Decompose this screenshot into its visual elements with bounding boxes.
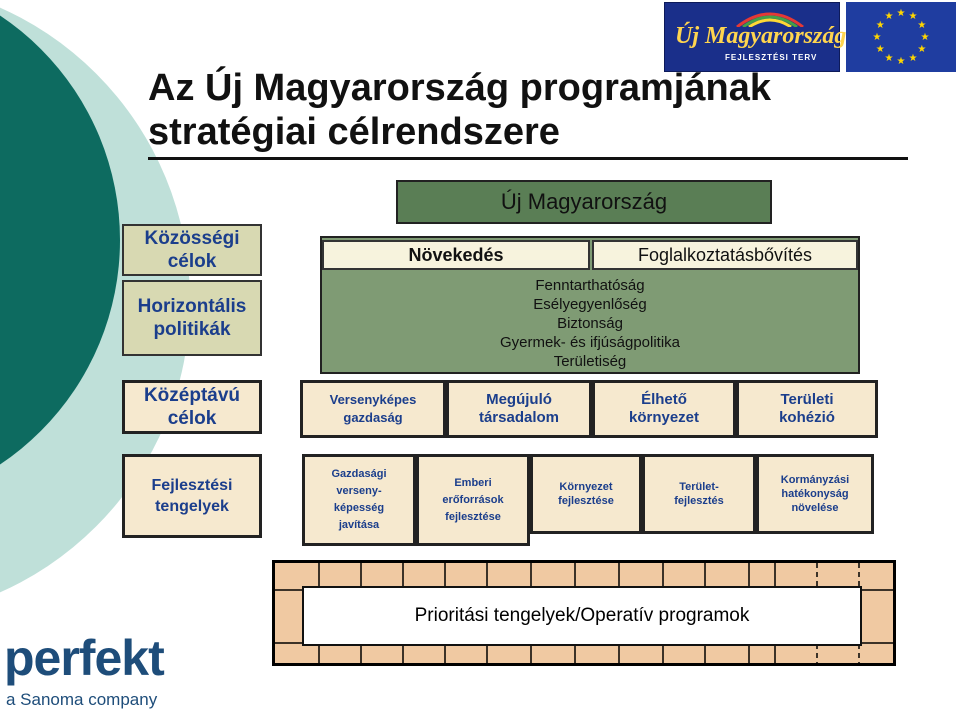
- policy-item: Területiség: [553, 353, 627, 370]
- goal-competitive-economy: Versenyképes gazdaság: [300, 380, 446, 438]
- goal-renewing-society: Megújuló társadalom: [446, 380, 592, 438]
- axis-environment: Környezet fejlesztése: [530, 454, 642, 534]
- label-horizontal-policies: Horizontális politikák: [122, 280, 262, 356]
- title-underline: [148, 157, 908, 160]
- label-development-axes: Fejlesztési tengelyek: [122, 454, 262, 538]
- eu-star-icon: ★: [908, 11, 918, 23]
- slide-title-line2: stratégiai célrendszere: [148, 111, 560, 153]
- um-logo-subtitle: FEJLESZTÉSI TERV: [725, 53, 818, 62]
- policy-item: Gyermek- és ifjúságpolitika: [499, 334, 681, 351]
- main-goal-box: Új Magyarország: [396, 180, 772, 224]
- eu-star-icon: ★: [896, 8, 906, 19]
- eu-star-icon: ★: [875, 20, 885, 31]
- slide-title-line1: Az Új Magyarország programjának: [148, 67, 771, 109]
- eu-flag-icon: [846, 2, 956, 72]
- axis-human-resources: Emberi erőforrások fejlesztése: [416, 454, 530, 546]
- eu-star-icon: ★: [917, 44, 927, 55]
- policy-item: Fenntarthatóság: [535, 277, 645, 294]
- uj-magyarorszag-logo: [664, 2, 847, 72]
- goal-employment: Foglalkoztatásbővítés: [592, 240, 858, 270]
- perfekt-logo: perfekt: [4, 630, 164, 686]
- goal-livable-environment: Élhető környezet: [592, 380, 736, 438]
- eu-star-icon: ★: [920, 32, 930, 43]
- policy-item: Esélyegyenlőség: [533, 296, 647, 313]
- slide-title: [148, 66, 908, 154]
- eu-star-icon: ★: [908, 52, 918, 64]
- axis-governance-efficiency: Kormányzási hatékonyság növelése: [756, 454, 874, 534]
- um-logo-text: Új Magyarország: [675, 23, 847, 49]
- eu-star-icon: ★: [884, 52, 894, 64]
- eu-star-icon: ★: [896, 56, 906, 67]
- policy-item: Biztonság: [557, 315, 623, 332]
- priority-axes-label: Prioritási tengelyek/Operatív programok: [302, 586, 862, 646]
- eu-star-icon: ★: [875, 44, 885, 55]
- horizontal-policies-list: [400, 276, 780, 371]
- goal-territorial-cohesion: Területi kohézió: [736, 380, 878, 438]
- goal-growth: Növekedés: [322, 240, 590, 270]
- sanoma-tagline: a Sanoma company: [6, 690, 158, 709]
- axis-competitiveness: Gazdasági verseny-képesség javítása: [302, 454, 416, 546]
- eu-star-icon: ★: [872, 32, 882, 43]
- label-community-goals: Közösségi célok: [122, 224, 262, 276]
- label-medium-term-goals: Középtávú célok: [122, 380, 262, 434]
- eu-star-icon: ★: [917, 20, 927, 31]
- axis-territorial-development: Terület-fejlesztés: [642, 454, 756, 534]
- eu-star-icon: ★: [884, 11, 894, 23]
